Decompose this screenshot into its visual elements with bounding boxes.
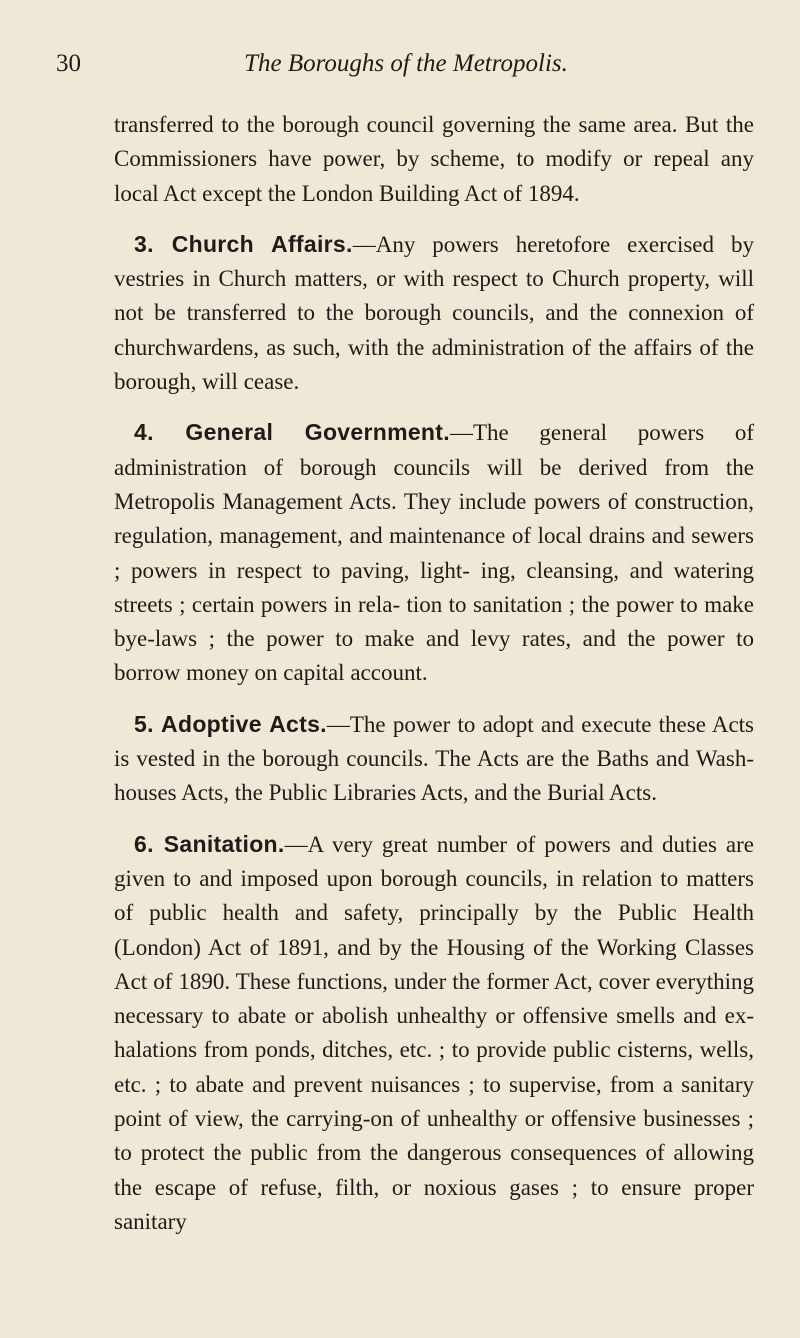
paragraph-sanitation	[114, 827, 754, 1240]
paragraph-church-affairs	[114, 227, 754, 399]
paragraph-text: —The general powers of administration of borough councils will be derived from the Metropolis Management Acts. They include powers of construction, regulation, management, and maintenance of local drains and sewers ; powers in respect to paving, light- ing, cleansing, and watering streets ; certain powers in rela- tion to sanitation ; the power to make bye-laws ; the power to make and levy rates, and the power to borrow money on capital account.	[114, 420, 754, 686]
paragraph-text: —The power to adopt and execute these Acts is vested in the borough councils. The Acts are the Baths and Wash-houses Acts, the Public Libraries Acts, and the Burial Acts.	[114, 711, 754, 806]
paragraph-text: —Any powers heretofore exercised by vestries in Church matters, or with respect to Church property, will not be transferred to the borough councils, and the connexion of churchwardens, as such, with the administration of the affairs of the borough, will cease.	[114, 231, 754, 395]
running-title: The Boroughs of the Metropolis.	[244, 50, 568, 77]
page-body	[114, 108, 754, 1255]
page-number: 30	[56, 50, 81, 77]
paragraph-continuation	[114, 108, 754, 211]
section-heading: 4. General Government.	[134, 419, 450, 446]
page-header	[56, 50, 756, 90]
section-heading: 3. Church Affairs.	[134, 230, 353, 257]
paragraph-text: transferred to the borough council governing the same area. But the Commissioners have power, by scheme, to modify or repeal any local Act except the London Building Act of 1894.	[114, 112, 754, 206]
section-heading: 5. Adoptive Acts.	[134, 710, 327, 737]
paragraph-adoptive-acts	[114, 707, 754, 811]
paragraph-general-government	[114, 415, 754, 690]
paragraph-text: —A very great number of powers and duties are given to and imposed upon borough councils, in relation to matters of public health and safety, principally by the Public Health (London) Act of 1891, and by the Housing of the Working Classes Act of 1890. These functions, under the former Act, cover everything necessary to abate or abolish unhealthy or offensive smells and ex- halations from ponds, ditches, etc. ; to provide public cisterns, wells, etc. ; to abate and prevent nuisances ; to supervise, from a sanitary point of view, the carrying-on of unhealthy or offensive businesses ; to protect the public from the dangerous consequences of allowing the escape of refuse, filth, or noxious gases ; to ensure proper sanitary	[114, 831, 754, 1234]
section-heading: 6. Sanitation.	[134, 830, 285, 857]
